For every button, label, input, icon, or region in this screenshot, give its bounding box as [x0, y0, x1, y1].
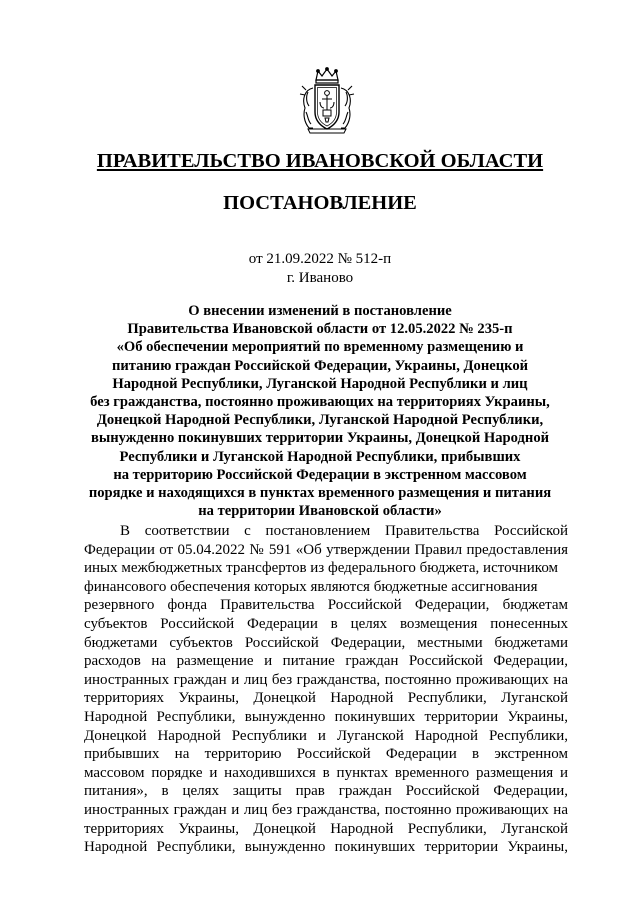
body-line: финансового обеспечения которых являются бюджетные ассигнования [84, 578, 538, 595]
body-line: питания», в целях защиты прав граждан Российской Федерации, [84, 783, 568, 800]
document-date-number: от 21.09.2022 № 512-п [248, 251, 392, 267]
document-body [84, 522, 568, 857]
body-line: иных межбюджетных трансфертов из федерального бюджета, источником [84, 560, 559, 577]
subject-line: О внесении изменений в постановление [188, 303, 452, 319]
body-line: бюджетами субъектов Российской Федерации, местными бюджетами [84, 634, 568, 651]
subject-line: питанию граждан Российской Федерации, Украины, Донецкой [111, 357, 529, 374]
document-city: г. Иваново [286, 270, 354, 286]
subject-line: Правительства Ивановской области от 12.05.2022 № 235-п [127, 321, 513, 338]
document-subject [70, 302, 570, 520]
body-line: Народной Республики, вынужденно покинувших территории Украины, [84, 708, 568, 725]
body-line: прибывших на территорию Российской Федерации в экстренном [84, 746, 568, 763]
subject-line: Республики и Луганской Народной Республики, прибывших [119, 448, 521, 465]
body-line: В соответствии с постановлением Правительства Российской [120, 523, 568, 539]
body-line: территориях Украины, Донецкой Народной Республики, Луганской [84, 690, 568, 707]
subject-line: вынужденно покинувших территории Украины, Донецкой Народной [90, 430, 550, 447]
body-line: Федерации от 05.04.2022 № 591 «Об утверждении Правил предоставления [84, 541, 568, 558]
subject-line: порядке и находящихся в пунктах временного размещения и питания [88, 485, 552, 502]
body-line: иностранных граждан и лиц без гражданства, постоянно проживающих на [84, 801, 568, 818]
subject-line: без гражданства, постоянно проживающих на территориях Украины, [90, 394, 550, 411]
subject-line: «Об обеспечении мероприятий по временному размещению и [116, 339, 524, 356]
ivanovo-coat-of-arms-icon [296, 66, 358, 136]
subject-line: на территорию Российской Федерации в экстренном массовом [113, 466, 527, 483]
subject-line: Народной Республики, Луганской Народной Республики и лиц [112, 375, 528, 392]
body-line: территориях Украины, Донецкой Народной Республики, Луганской [84, 820, 568, 837]
body-line: массовом порядке и находившихся в пунктах временного размещения и [84, 764, 568, 781]
document-type-heading: ПОСТАНОВЛЕНИЕ [223, 192, 417, 214]
body-line: Народной Республики, вынужденно покинувших территории Украины, [84, 839, 568, 856]
body-line: резервного фонда Правительства Российской Федерации, бюджетам [84, 597, 568, 614]
body-line: субъектов Российской Федерации в целях возмещения понесенных [84, 615, 568, 632]
body-line: иностранных граждан и лиц без гражданства, постоянно проживающих на [84, 671, 568, 688]
subject-line: на территории Ивановской области» [198, 503, 442, 520]
subject-line: Донецкой Народной Республики, Луганской Народной Республики, [96, 412, 544, 429]
government-title: ПРАВИТЕЛЬСТВО ИВАНОВСКОЙ ОБЛАСТИ [96, 150, 544, 172]
body-line: Донецкой Народной Республики и Луганской Народной Республики, [84, 727, 568, 744]
body-line: расходов на размещение и питание граждан Российской Федерации, [84, 653, 568, 670]
